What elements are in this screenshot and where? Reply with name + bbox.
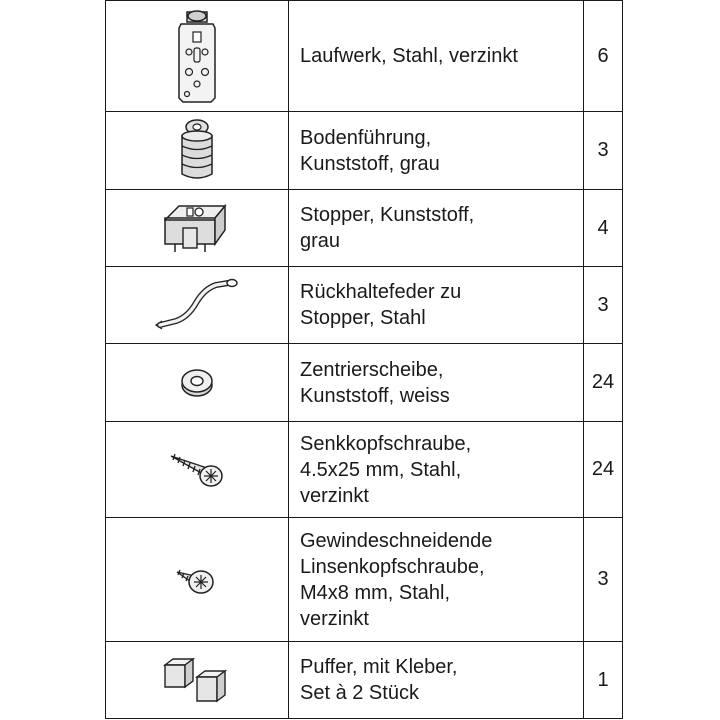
- part-description: [289, 190, 584, 267]
- part-image-cell: [106, 1, 289, 112]
- description-line: Bodenführung,: [300, 126, 432, 149]
- countersunk-screw-icon: [167, 448, 227, 492]
- description-line: verzinkt: [300, 484, 369, 507]
- description-line: Gewindeschneidende: [300, 529, 493, 552]
- part-description: [289, 267, 584, 344]
- stopper-icon: [159, 198, 235, 258]
- part-image-cell: [106, 344, 289, 422]
- part-quantity: 6: [584, 1, 623, 112]
- description-line: verzinkt: [300, 607, 369, 630]
- part-description: [289, 422, 584, 518]
- part-description: [289, 518, 584, 642]
- part-quantity: 24: [584, 422, 623, 518]
- part-description: [289, 344, 584, 422]
- table-row: [106, 642, 623, 719]
- description-line: Laufwerk, Stahl, verzinkt: [300, 45, 518, 67]
- description-line: Kunststoff, grau: [300, 152, 440, 175]
- part-image-cell: [106, 267, 289, 344]
- part-quantity: 3: [584, 267, 623, 344]
- description-line: 4.5x25 mm, Stahl,: [300, 458, 462, 481]
- description-line: Set à 2 Stück: [300, 682, 419, 704]
- carriage-icon: [167, 8, 227, 104]
- description-line: M4x8 mm, Stahl,: [300, 581, 451, 604]
- part-image-cell: [106, 642, 289, 719]
- description-line: Kunststoff, weiss: [300, 384, 450, 407]
- part-quantity: 3: [584, 518, 623, 642]
- part-description: [289, 642, 584, 719]
- description-line: Senkkopfschraube,: [300, 432, 472, 455]
- description-line: Stopper, Kunststoff,: [300, 204, 475, 226]
- floor-guide-icon: [174, 118, 220, 184]
- table-row: [106, 422, 623, 518]
- description-line: Linsenkopfschraube,: [300, 555, 485, 578]
- table-row: [106, 267, 623, 344]
- table-row: [106, 112, 623, 190]
- description-line: Stopper, Stahl: [300, 307, 426, 329]
- part-image-cell: [106, 190, 289, 267]
- part-quantity: 24: [584, 344, 623, 422]
- retaining-spring-icon: [152, 275, 242, 335]
- description-line: Rückhaltefeder zu: [300, 281, 462, 303]
- table-row: [106, 344, 623, 422]
- part-image-cell: [106, 518, 289, 642]
- part-quantity: 4: [584, 190, 623, 267]
- part-image-cell: [106, 422, 289, 518]
- description-line: Zentrierscheibe,: [300, 358, 444, 381]
- part-quantity: 1: [584, 642, 623, 719]
- parts-list-table: [105, 0, 623, 719]
- description-line: Puffer, mit Kleber,: [300, 656, 458, 678]
- part-image-cell: [106, 112, 289, 190]
- table-row: [106, 518, 623, 642]
- table-row: [106, 1, 623, 112]
- description-line: grau: [300, 230, 341, 252]
- pan-head-screw-icon: [173, 558, 221, 602]
- table-row: [106, 190, 623, 267]
- centering-washer-icon: [177, 366, 217, 400]
- part-description: [289, 112, 584, 190]
- buffer-icon: [161, 653, 233, 707]
- part-description: [289, 1, 584, 112]
- part-quantity: 3: [584, 112, 623, 190]
